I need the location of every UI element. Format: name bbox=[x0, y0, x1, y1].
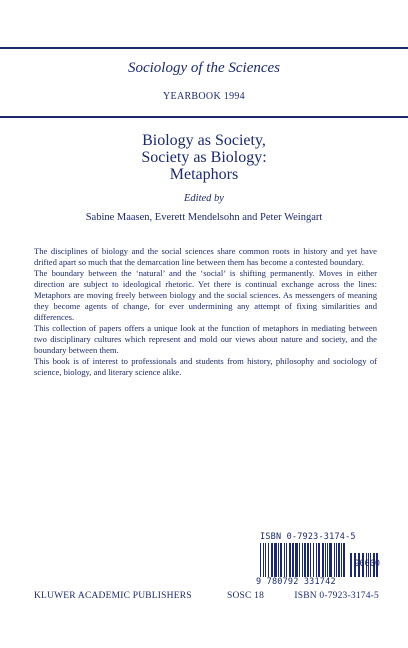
series-title: Sociology of the Sciences bbox=[127, 60, 281, 76]
editors-names: Sabine Maasen, Everett Mendelsohn and Peter Weingart bbox=[85, 212, 323, 223]
barcode-addon-number: 90000 bbox=[354, 559, 380, 569]
header-divider bbox=[0, 116, 408, 118]
book-title-line-2: Society as Biology: bbox=[141, 149, 267, 166]
yearbook-label: YEARBOOK 1994 bbox=[163, 91, 245, 102]
blurb-paragraph: This collection of papers offers a unique look at the function of metaphors in mediating between two disciplinary cultures which represent and mold our views about nature and society, and the boundary between them. bbox=[34, 323, 377, 355]
blurb-paragraph: The boundary between the ‘natural’ and the ‘social’ is shifting permanently. Moves in either direction are subject to ideological rhetoric. Yet there is continual exchange across the lines: Metaphors are moving freely between biology and the social sciences. As messengers of meaning they become agents of change, for ever undermining any attempt of fixing similarities and differences. bbox=[34, 268, 377, 322]
back-cover-blurb bbox=[34, 246, 377, 378]
blurb-paragraph: The disciplines of biology and the social sciences share common roots in history and yet have drifted apart so much that the demarcation line between them has become a contested boundary. bbox=[34, 246, 377, 267]
barcode-isbn-label: ISBN 0-7923-3174-5 bbox=[260, 532, 356, 542]
book-title bbox=[0, 132, 408, 183]
barcode-block bbox=[256, 532, 380, 587]
book-title-line-3: Metaphors bbox=[169, 166, 239, 183]
footer-isbn: ISBN 0-7923-3174-5 bbox=[294, 591, 379, 601]
book-title-line-1: Biology as Society, bbox=[142, 132, 266, 149]
barcode-ean-number: 9 780792 331742 bbox=[256, 577, 336, 587]
series-number: SOSC 18 bbox=[227, 591, 265, 601]
publisher-name: KLUWER ACADEMIC PUBLISHERS bbox=[34, 591, 192, 601]
top-rule bbox=[0, 47, 408, 49]
edited-by-label: Edited by bbox=[184, 193, 224, 204]
barcode-digits bbox=[256, 559, 380, 587]
blurb-paragraph: This book is of interest to professionals and students from history, philosophy and sociology of science, biology, and literary science alike. bbox=[34, 356, 377, 377]
